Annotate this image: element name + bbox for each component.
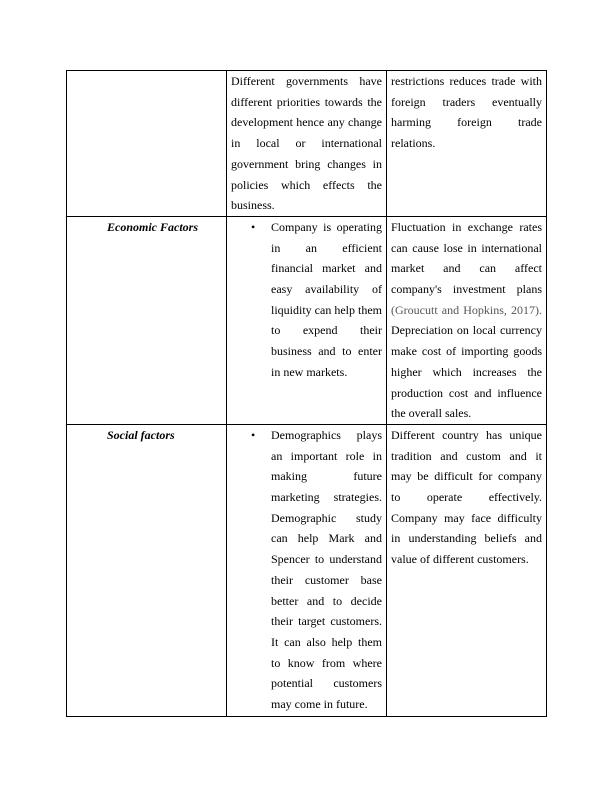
factor-cell — [67, 216, 227, 424]
description-cell — [227, 216, 387, 424]
impact-cell — [387, 216, 547, 424]
description-cell — [227, 71, 387, 217]
bullet-list — [231, 425, 382, 715]
factor-label: Social factors — [107, 427, 175, 442]
description-text: Different governments have different priorities towards the development hence any change in local or international government bring changes in policies which effects the business. — [231, 74, 382, 213]
pestle-table — [66, 70, 547, 717]
factor-cell — [67, 71, 227, 217]
list-item: • Demographics plays an important role in making future marketing strategies. Demographic study can help Mark and Spencer to understand their customer base better and to decide their target customers. It can also help them to know from where potential customers may come in future. — [271, 425, 382, 715]
description-cell — [227, 424, 387, 716]
factor-cell — [67, 424, 227, 716]
impact-cell — [387, 71, 547, 217]
table-row — [67, 424, 547, 716]
citation: (Groucutt and Hopkins, 2017). — [391, 302, 542, 317]
factor-label: Economic Factors — [107, 219, 199, 234]
list-item: • Company is operating in an efficient financial market and easy availability of liquidity can help them to expend their business and to enter in new markets. — [271, 217, 382, 383]
impact-text: restrictions reduces trade with foreign traders eventually harming foreign trade relations. — [391, 74, 542, 151]
impact-text-continued: Depreciation on local currency make cost of importing goods higher which increases the production cost and influence the overall sales. — [391, 323, 542, 421]
impact-cell — [387, 424, 547, 716]
bullet-list — [231, 217, 382, 383]
table-row — [67, 71, 547, 217]
table-row — [67, 216, 547, 424]
impact-text: Different country has unique tradition and custom and it may be difficult for company to operate effectively. Company may face difficulty in understanding beliefs and value of different customers. — [391, 427, 542, 567]
impact-text: Fluctuation in exchange rates can cause lose in international market and can affect company's investment plans — [391, 219, 542, 297]
